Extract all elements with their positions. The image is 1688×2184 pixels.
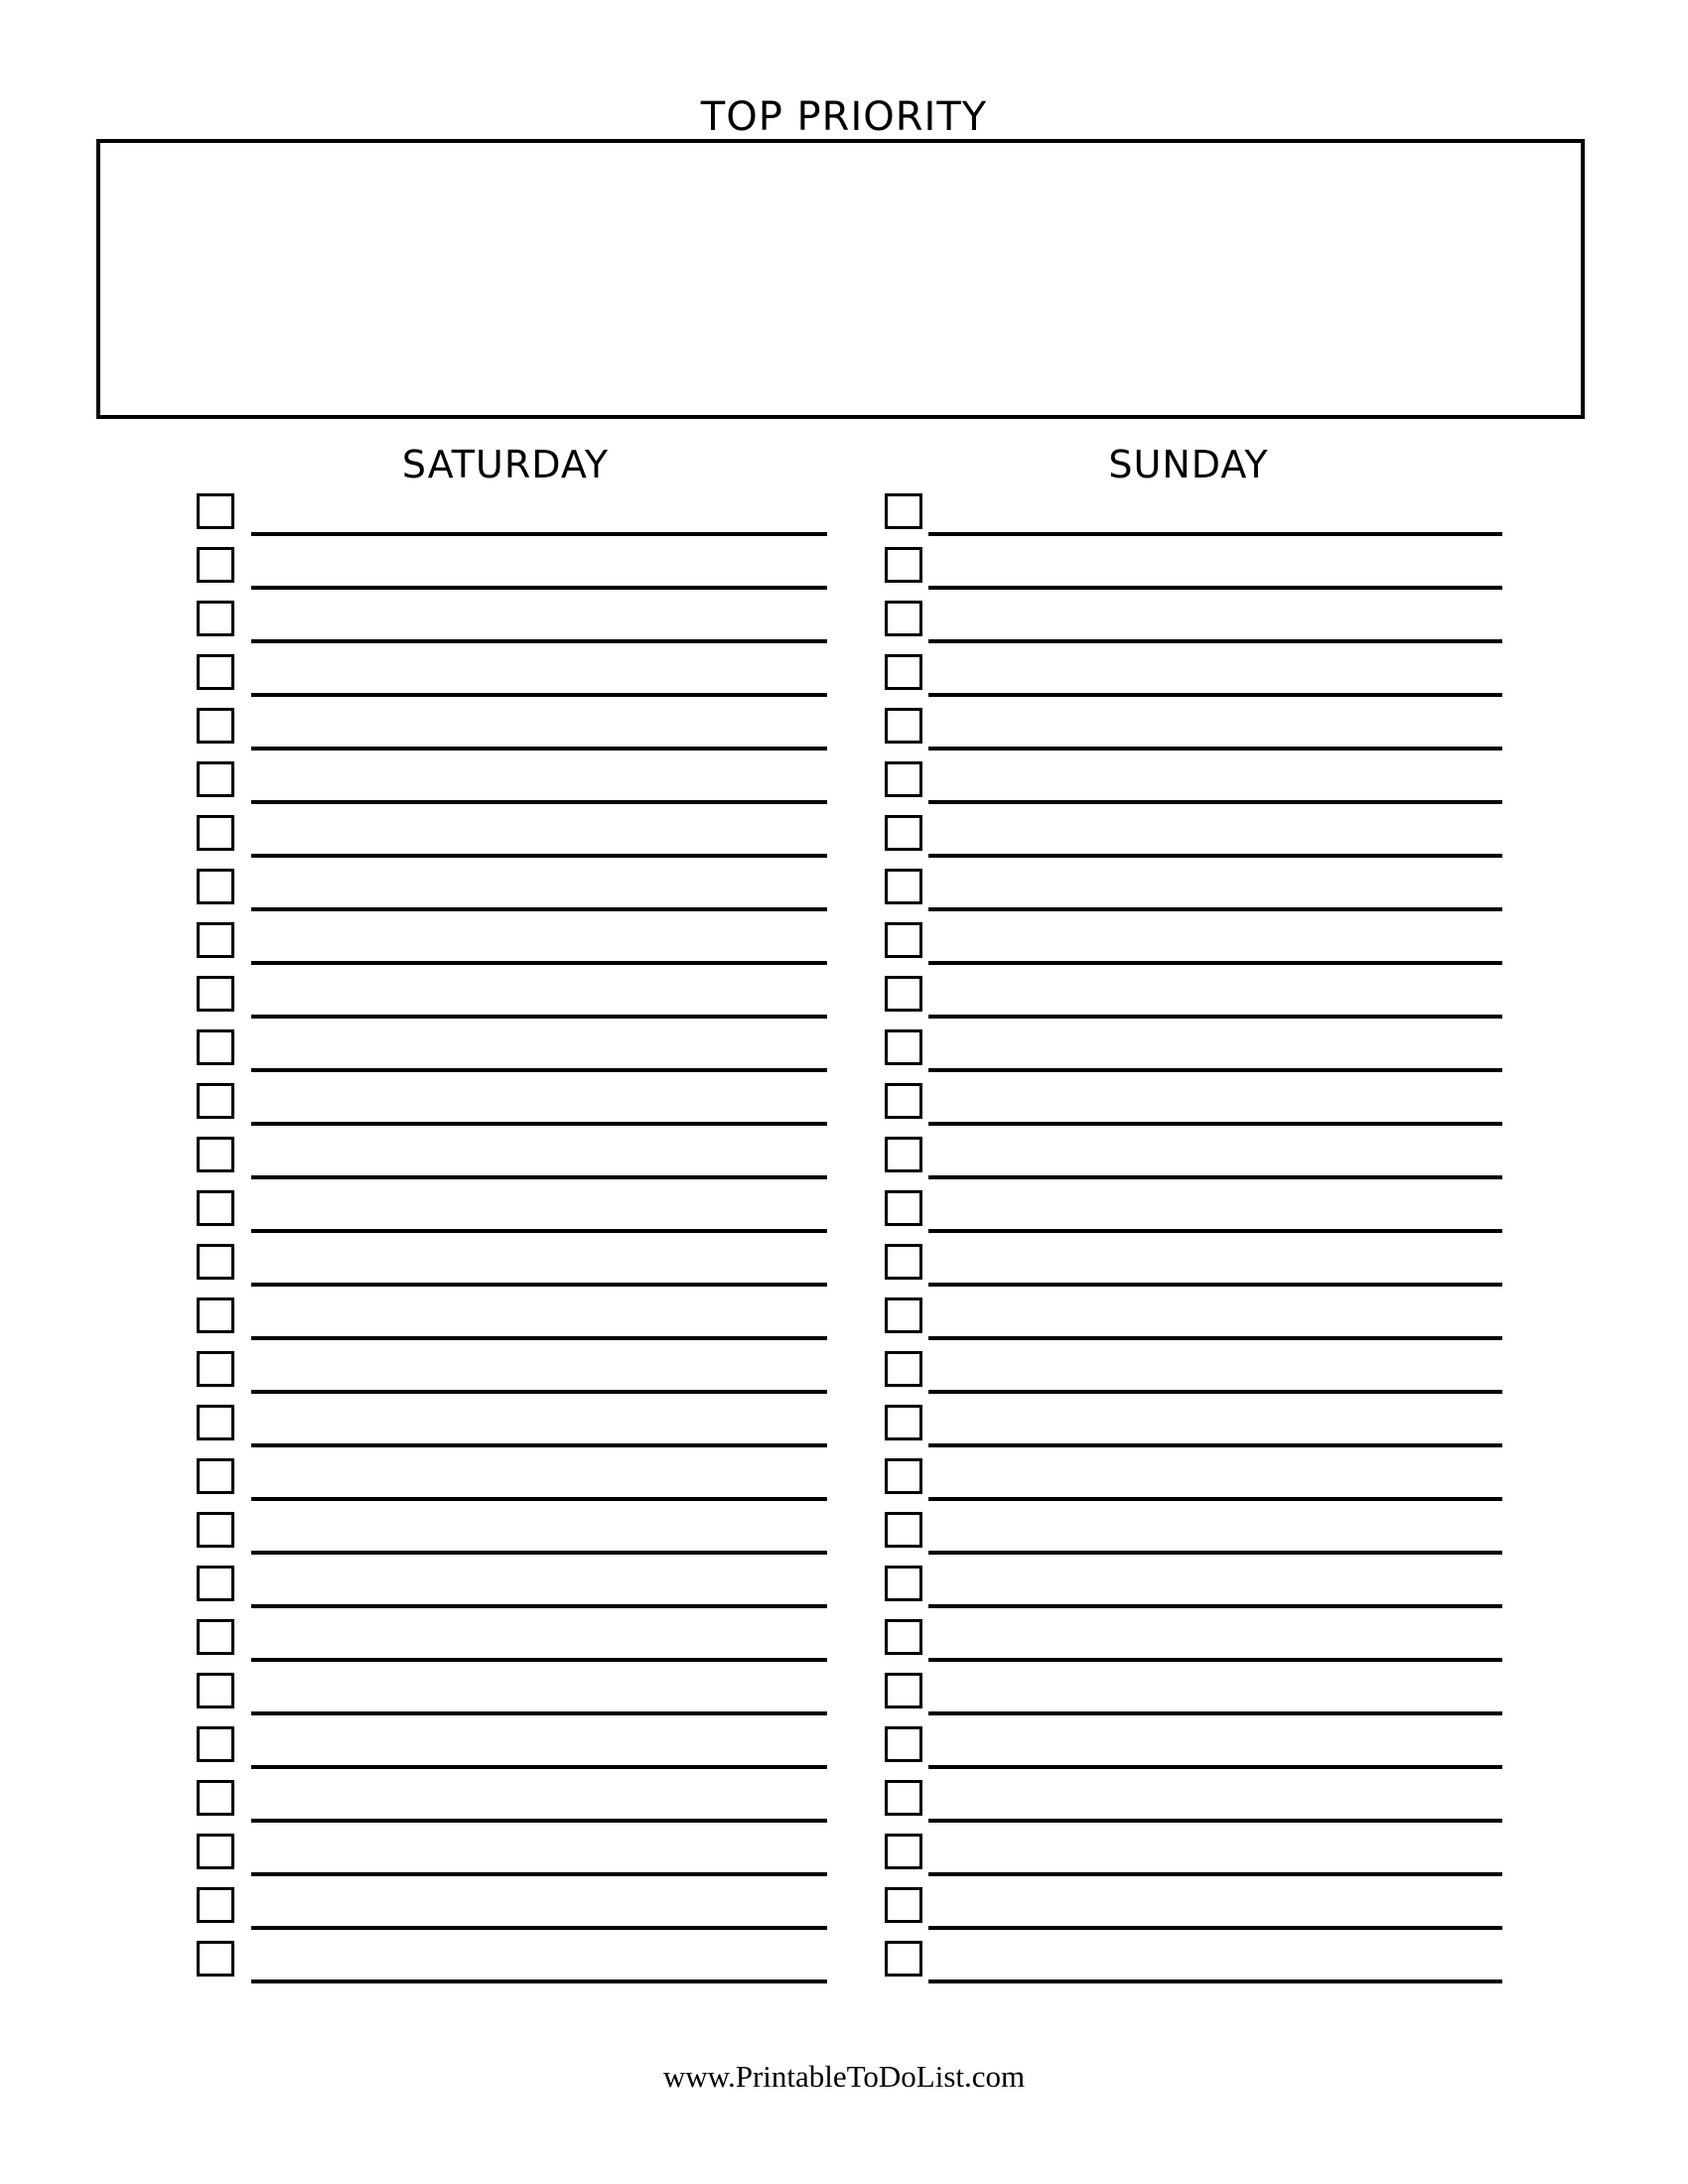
sunday-task-row (885, 1080, 1520, 1134)
saturday-task-row (197, 1080, 832, 1134)
saturday-task-row (197, 1241, 832, 1295)
sunday-task-checkbox[interactable] (885, 493, 922, 529)
sunday-task-row (885, 1509, 1520, 1563)
saturday-task-line[interactable] (251, 1283, 827, 1287)
saturday-task-checkbox[interactable] (197, 1941, 234, 1977)
sunday-task-line[interactable] (928, 1551, 1502, 1555)
sunday-task-row (885, 1134, 1520, 1187)
saturday-task-row (197, 1187, 832, 1241)
saturday-task-line[interactable] (251, 1015, 827, 1019)
sunday-task-checkbox[interactable] (885, 654, 922, 690)
saturday-task-checkbox[interactable] (197, 761, 234, 797)
saturday-task-checkbox[interactable] (197, 1887, 234, 1923)
saturday-task-row (197, 1563, 832, 1616)
saturday-task-line[interactable] (251, 1604, 827, 1608)
sunday-task-row (885, 1670, 1520, 1723)
saturday-task-line[interactable] (251, 854, 827, 858)
saturday-task-checkbox[interactable] (197, 1780, 234, 1816)
saturday-task-row (197, 866, 832, 919)
saturday-task-line[interactable] (251, 1872, 827, 1876)
sunday-task-row (885, 1723, 1520, 1777)
saturday-task-checkbox[interactable] (197, 1351, 234, 1387)
sunday-task-line[interactable] (928, 1336, 1502, 1340)
sunday-task-checkbox[interactable] (885, 1190, 922, 1226)
sunday-task-line[interactable] (928, 800, 1502, 804)
saturday-task-checkbox[interactable] (197, 547, 234, 583)
saturday-task-checkbox[interactable] (197, 869, 234, 904)
sunday-task-line[interactable] (928, 1765, 1502, 1769)
footer-url: www.PrintableToDoList.com (662, 2059, 1026, 2094)
sunday-task-row (885, 598, 1520, 651)
saturday-task-row (197, 1723, 832, 1777)
sunday-task-row (885, 758, 1520, 812)
sunday-task-row (885, 1831, 1520, 1884)
sunday-task-checkbox[interactable] (885, 1351, 922, 1387)
sunday-task-line[interactable] (928, 1283, 1502, 1287)
saturday-task-line[interactable] (251, 1336, 827, 1340)
saturday-task-checkbox[interactable] (197, 1244, 234, 1280)
sunday-task-line[interactable] (928, 693, 1502, 697)
saturday-task-line[interactable] (251, 747, 827, 751)
saturday-task-row (197, 1295, 832, 1348)
sunday-task-checkbox[interactable] (885, 869, 922, 904)
saturday-task-line[interactable] (251, 1068, 827, 1072)
sunday-task-row (885, 1026, 1520, 1080)
saturday-task-line[interactable] (251, 1979, 827, 1983)
saturday-task-line[interactable] (251, 1819, 827, 1823)
saturday-task-row (197, 1616, 832, 1670)
sunday-heading: SUNDAY (1108, 443, 1269, 486)
sunday-task-row (885, 1402, 1520, 1455)
sunday-task-line[interactable] (928, 639, 1502, 643)
saturday-task-line[interactable] (251, 693, 827, 697)
saturday-task-checkbox[interactable] (197, 1673, 234, 1708)
sunday-task-checkbox[interactable] (885, 1029, 922, 1065)
sunday-task-checkbox[interactable] (885, 1244, 922, 1280)
sunday-task-row (885, 812, 1520, 866)
sunday-task-checkbox[interactable] (885, 1673, 922, 1708)
saturday-task-checkbox[interactable] (197, 1726, 234, 1762)
saturday-task-row (197, 919, 832, 973)
sunday-task-line[interactable] (928, 1604, 1502, 1608)
sunday-task-line[interactable] (928, 1390, 1502, 1394)
sunday-task-row (885, 1616, 1520, 1670)
top-priority-title: TOP PRIORITY (700, 94, 988, 140)
sunday-task-checkbox[interactable] (885, 1619, 922, 1655)
sunday-task-row (885, 544, 1520, 598)
sunday-task-row (885, 1884, 1520, 1938)
sunday-task-line[interactable] (928, 1068, 1502, 1072)
saturday-task-line[interactable] (251, 800, 827, 804)
saturday-task-row (197, 1831, 832, 1884)
sunday-task-line[interactable] (928, 1229, 1502, 1233)
top-priority-box[interactable] (96, 139, 1585, 419)
saturday-task-checkbox[interactable] (197, 708, 234, 744)
sunday-task-checkbox[interactable] (885, 547, 922, 583)
sunday-task-row (885, 490, 1520, 544)
saturday-task-line[interactable] (251, 1658, 827, 1662)
sunday-task-line[interactable] (928, 747, 1502, 751)
saturday-task-row (197, 1670, 832, 1723)
saturday-heading: SATURDAY (401, 443, 610, 486)
saturday-task-row (197, 490, 832, 544)
sunday-task-checkbox[interactable] (885, 1726, 922, 1762)
sunday-task-row (885, 1295, 1520, 1348)
saturday-task-line[interactable] (251, 1497, 827, 1501)
saturday-task-checkbox[interactable] (197, 1297, 234, 1333)
saturday-task-row (197, 1026, 832, 1080)
saturday-task-line[interactable] (251, 1711, 827, 1715)
sunday-task-line[interactable] (928, 961, 1502, 965)
saturday-task-row (197, 544, 832, 598)
saturday-task-checkbox[interactable] (197, 1458, 234, 1494)
sunday-task-checkbox[interactable] (885, 1566, 922, 1601)
saturday-task-line[interactable] (251, 961, 827, 965)
sunday-task-row (885, 1563, 1520, 1616)
saturday-task-checkbox[interactable] (197, 1619, 234, 1655)
sunday-task-line[interactable] (928, 532, 1502, 536)
saturday-task-row (197, 812, 832, 866)
saturday-task-checkbox[interactable] (197, 976, 234, 1012)
saturday-task-checkbox[interactable] (197, 654, 234, 690)
saturday-task-checkbox[interactable] (197, 1834, 234, 1869)
sunday-task-line[interactable] (928, 1015, 1502, 1019)
sunday-task-line[interactable] (928, 586, 1502, 590)
sunday-task-line[interactable] (928, 1711, 1502, 1715)
sunday-task-row (885, 1455, 1520, 1509)
saturday-task-row (197, 1938, 832, 1991)
sunday-task-checkbox[interactable] (885, 761, 922, 797)
saturday-task-row (197, 1134, 832, 1187)
saturday-task-checkbox[interactable] (197, 601, 234, 636)
sunday-task-line[interactable] (928, 907, 1502, 911)
saturday-task-line[interactable] (251, 1229, 827, 1233)
sunday-task-row (885, 1777, 1520, 1831)
sunday-task-line[interactable] (928, 1872, 1502, 1876)
saturday-task-row (197, 1402, 832, 1455)
saturday-task-checkbox[interactable] (197, 1029, 234, 1065)
saturday-task-checkbox[interactable] (197, 1566, 234, 1601)
saturday-task-line[interactable] (251, 907, 827, 911)
saturday-task-line[interactable] (251, 1122, 827, 1126)
sunday-task-line[interactable] (928, 1658, 1502, 1662)
saturday-task-row (197, 1455, 832, 1509)
sunday-task-checkbox[interactable] (885, 1780, 922, 1816)
saturday-task-row (197, 1348, 832, 1402)
sunday-task-line[interactable] (928, 1979, 1502, 1983)
saturday-task-list (197, 490, 832, 1991)
sunday-task-checkbox[interactable] (885, 922, 922, 958)
sunday-task-row (885, 866, 1520, 919)
sunday-task-checkbox[interactable] (885, 976, 922, 1012)
sunday-task-row (885, 1241, 1520, 1295)
sunday-task-row (885, 651, 1520, 705)
saturday-task-checkbox[interactable] (197, 1083, 234, 1119)
sunday-task-checkbox[interactable] (885, 1834, 922, 1869)
sunday-task-checkbox[interactable] (885, 1083, 922, 1119)
saturday-task-checkbox[interactable] (197, 1137, 234, 1172)
saturday-task-line[interactable] (251, 1175, 827, 1179)
saturday-task-line[interactable] (251, 1551, 827, 1555)
sunday-task-row (885, 973, 1520, 1026)
sunday-task-checkbox[interactable] (885, 1458, 922, 1494)
saturday-task-row (197, 1777, 832, 1831)
sunday-task-checkbox[interactable] (885, 1887, 922, 1923)
saturday-task-line[interactable] (251, 586, 827, 590)
saturday-task-row (197, 758, 832, 812)
sunday-task-checkbox[interactable] (885, 1405, 922, 1440)
saturday-task-line[interactable] (251, 1926, 827, 1930)
sunday-task-checkbox[interactable] (885, 1512, 922, 1548)
saturday-task-checkbox[interactable] (197, 815, 234, 851)
saturday-task-line[interactable] (251, 1390, 827, 1394)
saturday-task-checkbox[interactable] (197, 1190, 234, 1226)
sunday-task-line[interactable] (928, 854, 1502, 858)
saturday-task-line[interactable] (251, 1765, 827, 1769)
sunday-task-row (885, 919, 1520, 973)
sunday-task-row (885, 1187, 1520, 1241)
saturday-task-row (197, 598, 832, 651)
sunday-task-line[interactable] (928, 1443, 1502, 1447)
sunday-task-row (885, 1348, 1520, 1402)
sunday-task-checkbox[interactable] (885, 601, 922, 636)
sunday-task-line[interactable] (928, 1926, 1502, 1930)
sunday-task-checkbox[interactable] (885, 1297, 922, 1333)
sunday-task-checkbox[interactable] (885, 1941, 922, 1977)
sunday-task-list (885, 490, 1520, 1991)
sunday-task-checkbox[interactable] (885, 1137, 922, 1172)
saturday-task-line[interactable] (251, 1443, 827, 1447)
sunday-task-line[interactable] (928, 1122, 1502, 1126)
sunday-task-checkbox[interactable] (885, 708, 922, 744)
saturday-task-row (197, 651, 832, 705)
saturday-task-line[interactable] (251, 639, 827, 643)
saturday-task-line[interactable] (251, 532, 827, 536)
sunday-task-row (885, 705, 1520, 758)
saturday-task-checkbox[interactable] (197, 1405, 234, 1440)
saturday-task-checkbox[interactable] (197, 493, 234, 529)
sunday-task-line[interactable] (928, 1497, 1502, 1501)
sunday-task-checkbox[interactable] (885, 815, 922, 851)
sunday-task-line[interactable] (928, 1175, 1502, 1179)
sunday-task-line[interactable] (928, 1819, 1502, 1823)
saturday-task-row (197, 973, 832, 1026)
sunday-task-row (885, 1938, 1520, 1991)
saturday-task-row (197, 1509, 832, 1563)
saturday-task-row (197, 705, 832, 758)
saturday-task-checkbox[interactable] (197, 922, 234, 958)
saturday-task-row (197, 1884, 832, 1938)
saturday-task-checkbox[interactable] (197, 1512, 234, 1548)
